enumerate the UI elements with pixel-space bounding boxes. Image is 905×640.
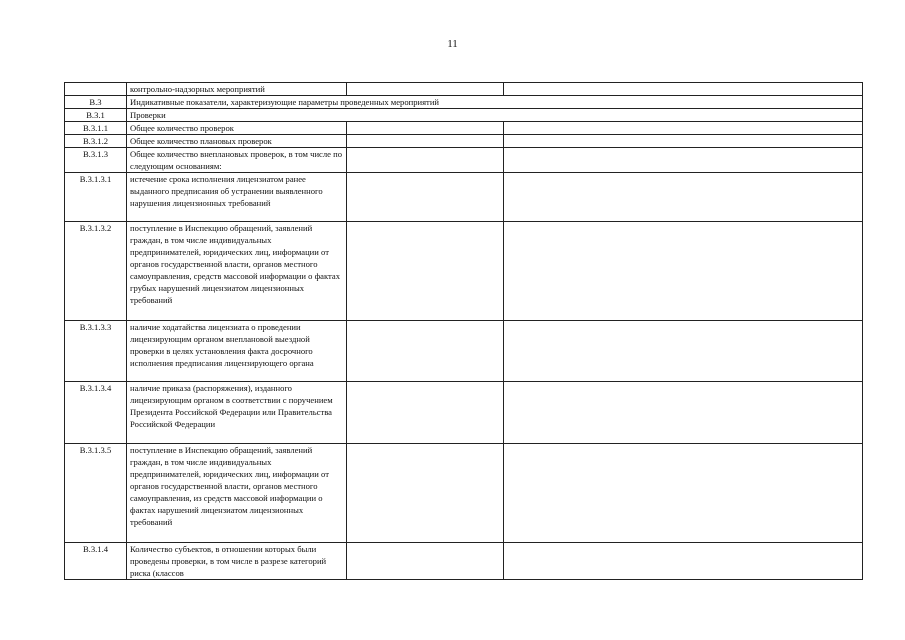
indicators-table xyxy=(64,82,863,580)
row-text: поступление в Инспекцию обращений, заявлений граждан, в том числе индивидуальных предпринимателей, юридических лиц, информации от органов государственной власти, органов местного самоуправления, из средств массовой информации о фактах нарушений лицензиатом лицензионных требований xyxy=(127,444,347,543)
row-code: В.3.1.3.5 xyxy=(65,444,127,543)
table-row xyxy=(65,382,863,444)
note-cell xyxy=(504,148,863,173)
note-cell xyxy=(504,444,863,543)
row-text: Проверки xyxy=(127,109,863,122)
row-code: В.3.1.3 xyxy=(65,148,127,173)
note-cell xyxy=(504,173,863,222)
row-code: В.3.1 xyxy=(65,109,127,122)
row-text: контрольно-надзорных мероприятий xyxy=(127,83,347,96)
row-text: поступление в Инспекцию обращений, заявлений граждан, в том числе индивидуальных предпринимателей, юридических лиц, информации от органов государственной власти, органов местного самоуправления, средств массовой информации о фактах грубых нарушений лицензиатом лицензионных требований xyxy=(127,222,347,321)
table-row xyxy=(65,122,863,135)
row-code: В.3.1.3.3 xyxy=(65,321,127,382)
row-code: В.3.1.4 xyxy=(65,543,127,580)
value-cell xyxy=(347,122,504,135)
row-code: В.3.1.2 xyxy=(65,135,127,148)
page-number: 11 xyxy=(447,38,458,50)
value-cell xyxy=(347,83,504,96)
table-row xyxy=(65,96,863,109)
value-cell xyxy=(347,321,504,382)
value-cell xyxy=(347,543,504,580)
value-cell xyxy=(347,148,504,173)
row-text: наличие приказа (распоряжения), изданного лицензирующим органом в соответствии с поручением Президента Российской Федерации или Правительства Российской Федерации xyxy=(127,382,347,444)
note-cell xyxy=(504,135,863,148)
row-text: истечение срока исполнения лицензиатом ранее выданного предписания об устранении выявленного нарушения лицензионных требований xyxy=(127,173,347,222)
row-code: В.3.1.3.1 xyxy=(65,173,127,222)
row-text: Количество субъектов, в отношении которых были проведены проверки, в том числе в разрезе категорий риска (классов xyxy=(127,543,347,580)
row-code: В.3 xyxy=(65,96,127,109)
table-row xyxy=(65,83,863,96)
row-code: В.3.1.1 xyxy=(65,122,127,135)
table-row xyxy=(65,222,863,321)
note-cell xyxy=(504,83,863,96)
value-cell xyxy=(347,444,504,543)
value-cell xyxy=(347,173,504,222)
table-row xyxy=(65,173,863,222)
note-cell xyxy=(504,222,863,321)
value-cell xyxy=(347,382,504,444)
table-row xyxy=(65,321,863,382)
value-cell xyxy=(347,222,504,321)
row-text: наличие ходатайства лицензиата о проведении лицензирующим органом внеплановой выездной проверки в целях установления факта досрочного исполнения предписания лицензирующего органа xyxy=(127,321,347,382)
row-text: Общее количество внеплановых проверок, в том числе по следующим основаниям: xyxy=(127,148,347,173)
row-text: Общее количество проверок xyxy=(127,122,347,135)
table-row xyxy=(65,148,863,173)
row-text: Общее количество плановых проверок xyxy=(127,135,347,148)
row-code xyxy=(65,83,127,96)
note-cell xyxy=(504,543,863,580)
note-cell xyxy=(504,382,863,444)
value-cell xyxy=(347,135,504,148)
row-text: Индикативные показатели, характеризующие параметры проведенных мероприятий xyxy=(127,96,863,109)
table-row xyxy=(65,109,863,122)
table-row xyxy=(65,444,863,543)
row-code: В.3.1.3.4 xyxy=(65,382,127,444)
note-cell xyxy=(504,122,863,135)
table-row xyxy=(65,543,863,580)
row-code: В.3.1.3.2 xyxy=(65,222,127,321)
note-cell xyxy=(504,321,863,382)
table-row xyxy=(65,135,863,148)
